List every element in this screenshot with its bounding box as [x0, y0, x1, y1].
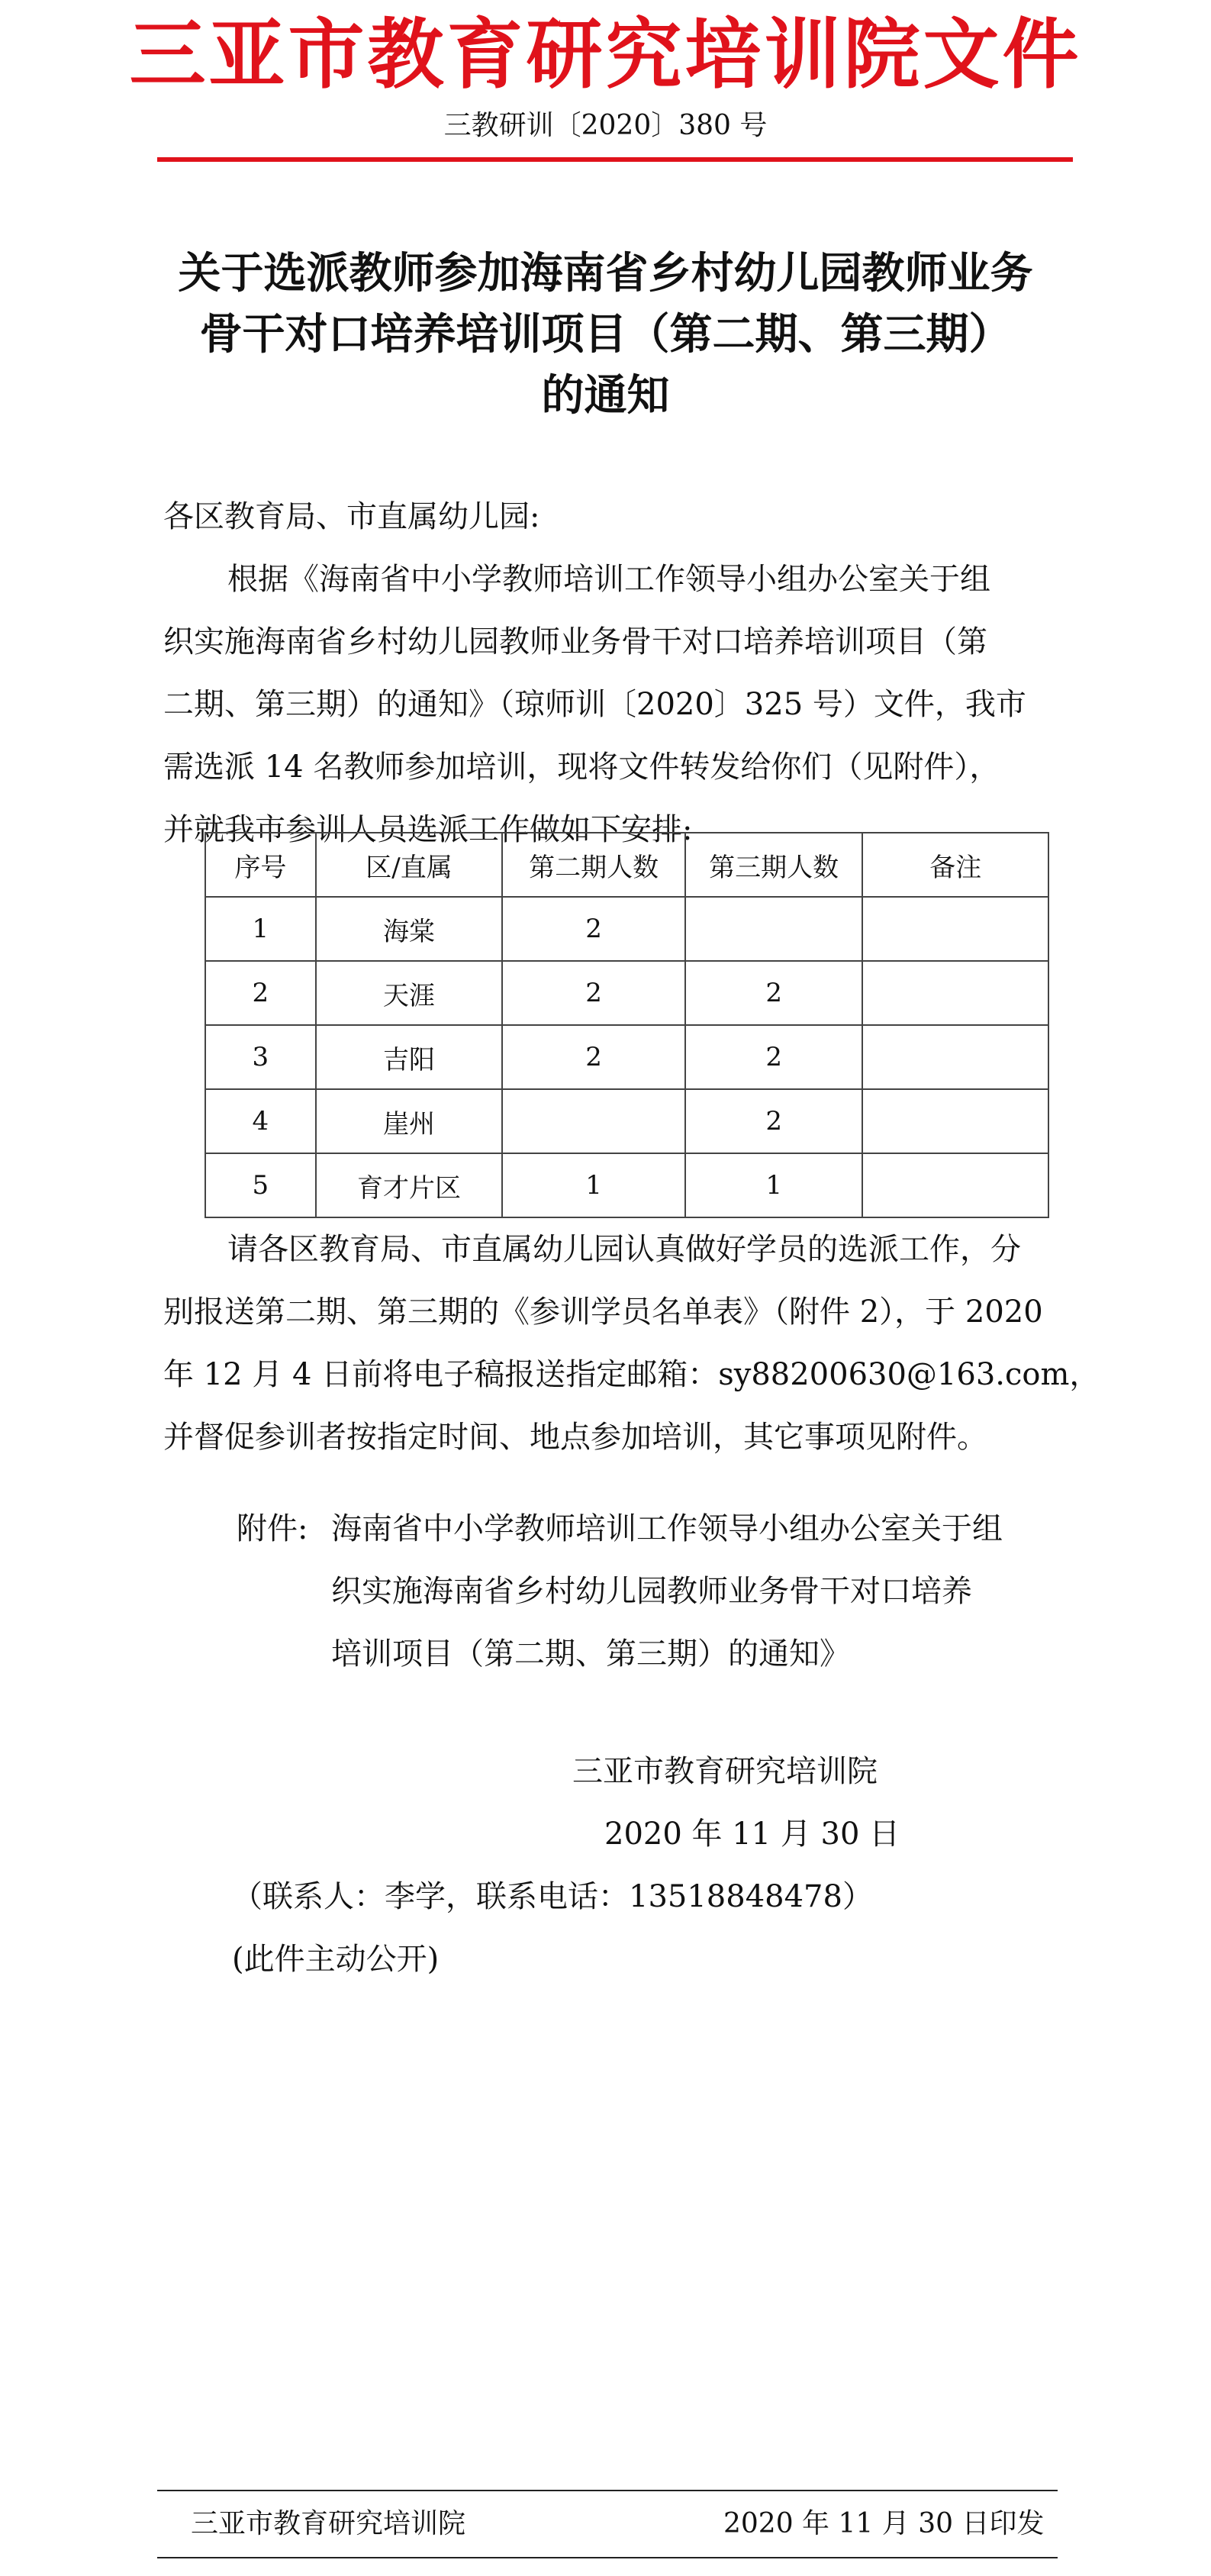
footer-bottom-divider: [157, 2557, 1058, 2558]
table-cell: 1: [685, 1153, 863, 1217]
attachment-line: 海南省中小学教师培训工作领导小组办公室关于组: [331, 1511, 1003, 1546]
footer-issuing-org: 三亚市教育研究培训院: [191, 2508, 466, 2539]
staff-allocation-table: [205, 832, 1049, 1218]
table-cell: 育才片区: [316, 1153, 503, 1217]
table-cell: 2: [502, 897, 685, 961]
table-cell: 2: [502, 961, 685, 1025]
paragraph-1-line: 织实施海南省乡村幼儿园教师业务骨干对口培养培训项目（第: [163, 624, 987, 659]
signature-org: 三亚市教育研究培训院: [572, 1754, 878, 1789]
table-cell: 1: [502, 1153, 685, 1217]
footer-top-divider: [157, 2490, 1058, 2491]
attachment-line: 织实施海南省乡村幼儿园教师业务骨干对口培养: [331, 1574, 972, 1609]
public-disclosure-note: (此件主动公开): [232, 1942, 440, 1977]
table-header-row: [205, 833, 1048, 897]
table-cell: 2: [685, 961, 863, 1025]
paragraph-1-line: 并就我市参训人员选派工作做如下安排:: [163, 812, 693, 847]
notice-title: [114, 243, 1097, 426]
paragraph-2-line: 并督促参训者按指定时间、地点参加培训，其它事项见附件。: [163, 1420, 987, 1455]
footer-issue-date: 2020 年 11 月 30 日印发: [723, 2508, 1045, 2539]
table-cell: 5: [205, 1153, 316, 1217]
table-cell: 3: [205, 1025, 316, 1089]
table-cell: [862, 1025, 1048, 1089]
table-header-cell: 备注: [862, 833, 1048, 897]
addressee: 各区教育局、市直属幼儿园:: [163, 499, 540, 534]
table-row: [205, 961, 1048, 1025]
contact-info: （联系人：李学，联系电话：13518848478）: [232, 1879, 873, 1914]
paragraph-1-line: 根据《海南省中小学教师培训工作领导小组办公室关于组: [227, 562, 990, 597]
table-cell: 2: [685, 1089, 863, 1153]
table-cell: 4: [205, 1089, 316, 1153]
table-cell: 崖州: [316, 1089, 503, 1153]
attachment-line: 培训项目（第二期、第三期）的通知》: [331, 1636, 850, 1672]
header-red-divider: [157, 157, 1073, 162]
table-cell: [502, 1089, 685, 1153]
attachment-label: 附件:: [237, 1511, 308, 1546]
attachment-block: [237, 1498, 1003, 1685]
paragraph-2: [163, 1218, 1100, 1469]
table-cell: 2: [205, 961, 316, 1025]
table-cell: [685, 897, 863, 961]
document-number: 三教研训〔2020〕380 号: [443, 110, 768, 141]
notice-title-line-1: 关于选派教师参加海南省乡村幼儿园教师业务: [178, 248, 1033, 298]
notice-title-line-3: 的通知: [541, 370, 670, 421]
paragraph-1: [163, 548, 1026, 861]
signature-date: 2020 年 11 月 30 日: [604, 1817, 900, 1852]
table-cell: 天涯: [316, 961, 503, 1025]
table-header-cell: 第二期人数: [502, 833, 685, 897]
table-header-cell: 第三期人数: [685, 833, 863, 897]
table-cell: 2: [685, 1025, 863, 1089]
notice-title-line-2: 骨干对口培养培训项目（第二期、第三期）: [199, 309, 1012, 359]
table-cell: [862, 1153, 1048, 1217]
table-cell: [862, 961, 1048, 1025]
table-header-cell: 区/直属: [316, 833, 503, 897]
table-header-cell: 序号: [205, 833, 316, 897]
paragraph-1-line: 二期、第三期）的通知》（琼师训〔2020〕325 号）文件，我市: [163, 687, 1026, 722]
table-cell: 海棠: [316, 897, 503, 961]
table-row: [205, 1153, 1048, 1217]
table-row: [205, 1089, 1048, 1153]
table-row: [205, 1025, 1048, 1089]
paragraph-2-line: 请各区教育局、市直属幼儿园认真做好学员的选派工作，分: [227, 1232, 1021, 1267]
paragraph-2-line: 别报送第二期、第三期的《参训学员名单表》（附件 2），于 2020: [163, 1294, 1043, 1330]
document-header-title: 三亚市教育研究培训院文件: [129, 10, 1082, 99]
table-cell: 1: [205, 897, 316, 961]
table-cell: 吉阳: [316, 1025, 503, 1089]
table-cell: 2: [502, 1025, 685, 1089]
paragraph-1-line: 需选派 14 名教师参加培训，现将文件转发给你们（见附件），: [163, 750, 1000, 785]
table-cell: [862, 1089, 1048, 1153]
paragraph-2-line: 年 12 月 4 日前将电子稿报送指定邮箱：sy88200630@163.com，: [163, 1357, 1100, 1392]
table-cell: [862, 897, 1048, 961]
table-row: [205, 897, 1048, 961]
